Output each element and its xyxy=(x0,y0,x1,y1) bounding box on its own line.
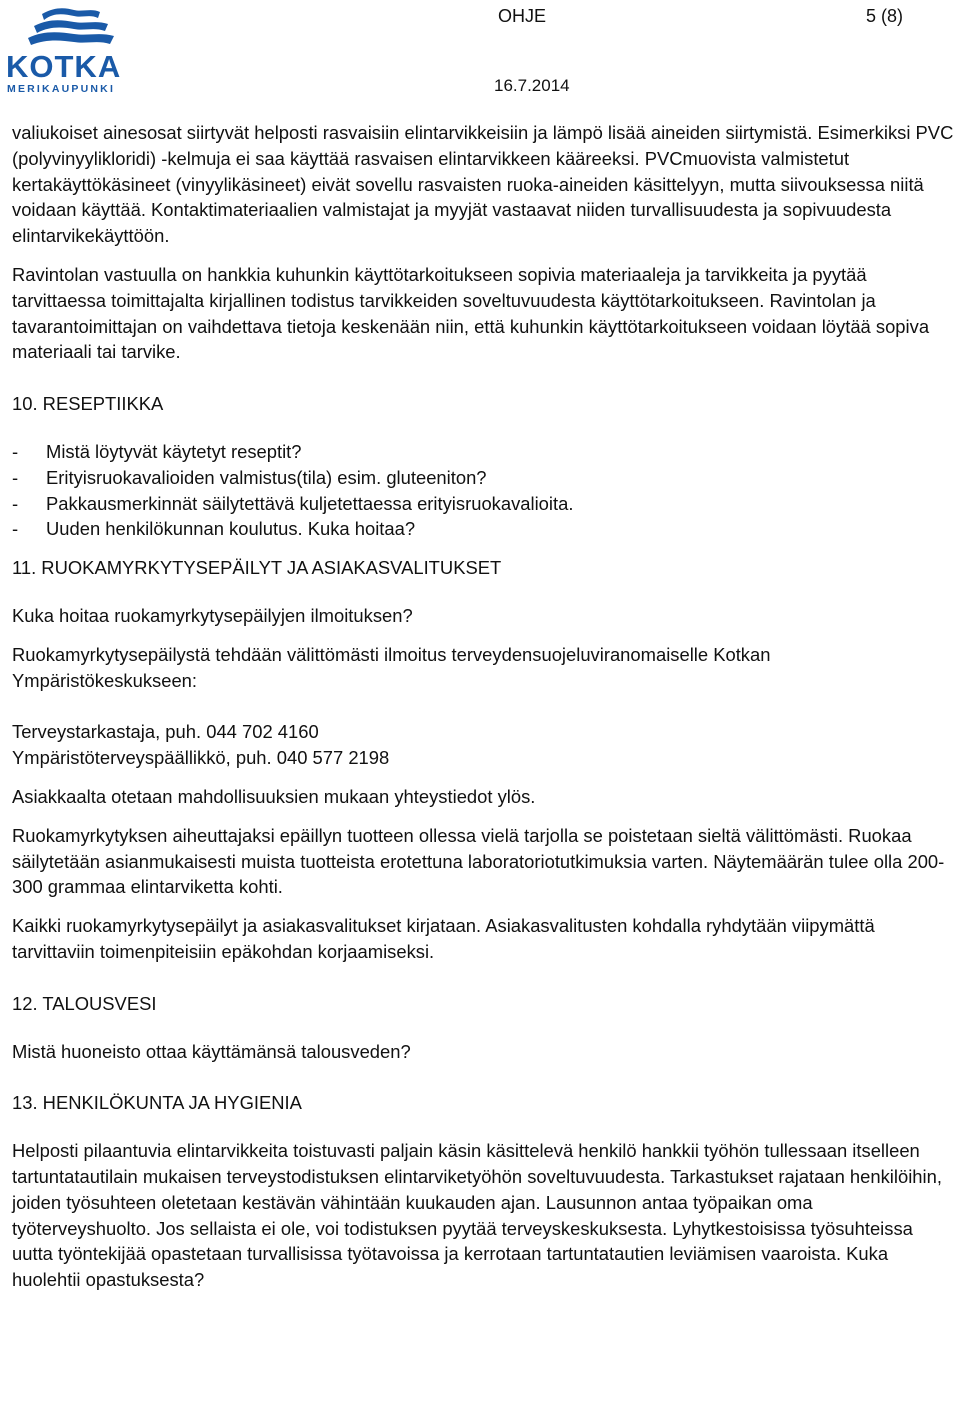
paragraph-materials: valiukoiset ainesosat siirtyvät helposti rasvaisiin elintarvikkeisiin ja lämpö lisää aineiden siirtymistä. Esimerkiksi PVC (polyvinyylikloridi) -kelmuja ei saa käyttää rasvaisen elintarvikkeen kääreeksi. PVCmuovista valmistetut kertakäyttökäsineet (vinyylikäsineet) eivät sovellu rasvaisten ruoka-aineiden käsittelyyn, mutta siivouksessa niitä voidaan käyttää. Kontaktimateriaalien valmistajat ja myyjät vastaavat niiden turvallisuudesta ja sopivuudesta elintarvikekäyttöön. xyxy=(12,122,954,247)
paragraph-staff-hygiene: Helposti pilaantuvia elintarvikkeita toistuvasti paljain käsin käsittelevä henkilö hankkii työhön tullessaan itselleen tartuntatautilain mukaisen terveystodistuksen elintarviketyöhön soveltuvuudesta. Tarkastukset rajataan henkilöihin, joiden työsuhteen oletetaan kestävän vähintään kuukauden ajan. Lausunnon antaa työpaikan oma työterveyshuolto. Jos sellaista ei ole, voi todistuksen pyytää terveyskeskuksesta. Lyhytkestoisissa työsuhteissa uutta työntekijää opastetaan turvallisissa työtavoissa ja kerrotaan tartuntatautien leviämisen vaaroista. Kuka huolehtii opastuksesta? xyxy=(12,1140,942,1291)
question-household-water: Mistä huoneisto ottaa käyttämänsä talousveden? xyxy=(12,1040,411,1062)
paragraph-recording-complaints: Kaikki ruokamyrkytysepäilyt ja asiakasvalitukset kirjataan. Asiakasvalitusten kohdalla ryhdytään viipymättä tarvittaviin toimenpiteisiin epäkohdan korjaamiseksi. xyxy=(12,915,875,962)
kotka-logo xyxy=(4,4,140,94)
contact-environmental-health-manager: Ympäristöterveyspäällikkö, puh. 040 577 2198 xyxy=(12,747,390,769)
dash-bullet: - xyxy=(12,440,19,462)
dash-bullet: - xyxy=(12,518,19,540)
logo-wordmark: KOTKA xyxy=(6,49,122,84)
paragraph-notification: Ruokamyrkytysepäilystä tehdään välittömästi ilmoitus terveydensuojeluviranomaiselle Kotkan Ympäristökeskukseen: xyxy=(12,643,771,691)
list-item: - Erityisruokavalioiden valmistus(tila) esim. gluteeniton? xyxy=(12,465,956,491)
list-item: - Uuden henkilökunnan koulutus. Kuka hoitaa? xyxy=(12,516,956,542)
document-date: 16.7.2014 xyxy=(494,76,570,95)
heading-section-13: 13. HENKILÖKUNTA JA HYGIENIA xyxy=(12,1092,302,1114)
paragraph-restaurant-responsibility: Ravintolan vastuulla on hankkia kuhunkin käyttötarkoitukseen sopivia materiaaleja ja tarvikkeita ja pyytää tarvittaessa toimittajalta kirjallinen todistus tarvikkeiden soveltuvuudesta käyttötarkoitukseen. Ravintolan ja tavarantoimittajan on vaihdettava tietoja keskenään niin, että kuhunkin käyttötarkoitukseen voidaan löytää sopiva materiaali tai tarvike. xyxy=(12,263,930,363)
recipe-checklist xyxy=(12,439,956,542)
dash-bullet: - xyxy=(12,466,19,488)
paragraph-suspected-product: Ruokamyrkytyksen aiheuttajaksi epäillyn tuotteen ollessa vielä tarjolla se poistetaan sieltä välittömästi. Ruokaa säilytetään asianmukaisesti muista tuotteista erotettuna laboratoriotutkimuksia varten. Näytemäärän tulee olla 200-300 grammaa elintarviketta kohti. xyxy=(12,824,945,898)
document-body xyxy=(12,120,956,1306)
heading-section-12: 12. TALOUSVESI xyxy=(12,992,157,1014)
page-number: 5 (8) xyxy=(866,6,904,26)
paragraph-customer-contact: Asiakkaalta otetaan mahdollisuuksien mukaan yhteystiedot ylös. xyxy=(12,785,536,807)
dash-bullet: - xyxy=(12,492,19,514)
list-item: - Pakkausmerkinnät säilytettävä kuljetettaessa erityisruokavalioita. xyxy=(12,491,956,517)
list-item: - Mistä löytyvät käytetyt reseptit? xyxy=(12,439,956,465)
logo-subtitle: MERIKAUPUNKI xyxy=(7,83,116,94)
document-type: OHJE xyxy=(498,6,547,26)
heading-section-10: 10. RESEPTIIKKA xyxy=(12,393,164,415)
heading-section-11: 11. RUOKAMYRKYTYSEPÄILYT JA ASIAKASVALITUKSET xyxy=(12,557,502,579)
contact-health-inspector: Terveystarkastaja, puh. 044 702 4160 xyxy=(12,721,319,743)
question-food-poisoning: Kuka hoitaa ruokamyrkytysepäilyjen ilmoituksen? xyxy=(12,604,413,626)
